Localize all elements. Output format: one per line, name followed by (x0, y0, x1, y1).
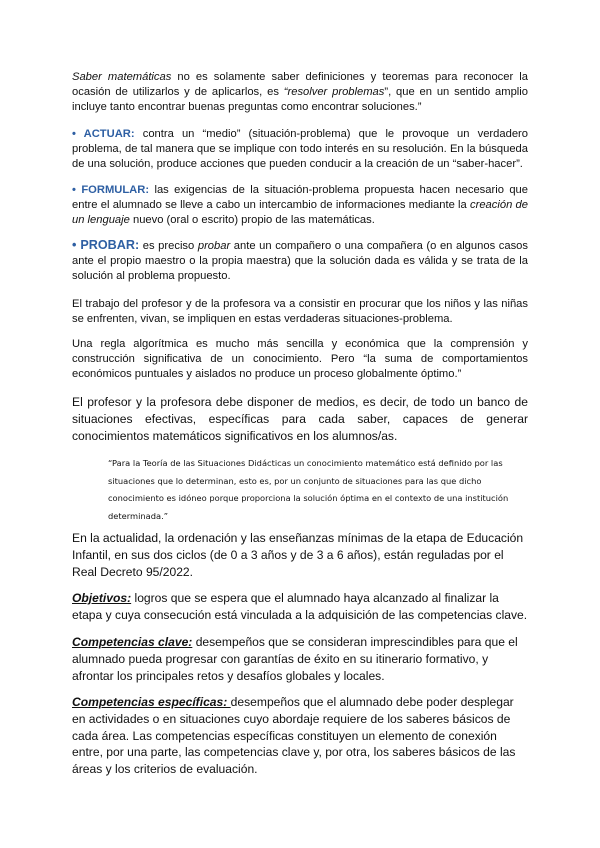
paragraph-competencias-especificas (72, 694, 528, 778)
term-competencias-especificas: Competencias específicas: (72, 695, 231, 709)
paragraph-text: las exigencias de la situación-problema propuesta hacen necesario que entre el alumnado se lleve a cabo un intercambio de informaciones mediante la (72, 184, 528, 212)
paragraph-formular (72, 183, 528, 229)
paragraph-probar (72, 238, 528, 285)
paragraph-saber-matematicas (72, 70, 528, 116)
paragraph-trabajo-profesor: El trabajo del profesor y de la profesora va a consistir en procurar que los niños y las niñas se enfrenten, vivan, se impliquen en estas verdaderas situaciones-problema. (72, 298, 528, 326)
paragraph-actuar (72, 127, 528, 173)
paragraph-text: ”, que en un sentido amplio incluye tanto encontrar buenas preguntas como encontrar soluciones.” (72, 86, 528, 114)
paragraph-regla-algoritmica: Una regla algorítmica es mucho más sencilla y económica que la comprensión y construcción significativa de un conocimiento. Pero “la suma de comportamientos económicos puntuales y aislados no produce un proceso globalmente óptimo.” (72, 338, 528, 381)
paragraph-real-decreto: En la actualidad, la ordenación y las enseñanzas mínimas de la etapa de Educación Infantil, en sus dos ciclos (de 0 a 3 años y de 3 a 6 años), están reguladas por el Real Decreto 95/2022. (72, 531, 524, 579)
paragraph-medios: El profesor y la profesora debe disponer de medios, es decir, de todo un banco de situaciones efectivas, específicas para cada saber, capaces de generar conocimientos matemáticos significativos en los alumnos/as. (72, 395, 528, 443)
keyword-probar: • PROBAR: (72, 238, 140, 252)
paragraph-text: logros que se espera que el alumnado haya alcanzado al finalizar la etapa y cuya consecución está vinculada a la adquisición de las competencias clave. (72, 591, 528, 622)
paragraph-text: es preciso (139, 240, 198, 252)
paragraph-text: desempeños que el alumnado debe poder desplegar en actividades o en situaciones cuyo abordaje requiere de los saberes básicos de cada área. Las competencias específicas constituyen un elemento de conexión entre, por una parte, las competencias clave y, por otra, los saberes básicos de las áreas y los criterios de evaluación. (72, 695, 516, 777)
paragraph-text: ante un compañero o una compañera (o en algunos casos ante el propio maestro o la propia maestra) que la solución dada es válida y se trata de la solución al problema propuesto. (72, 240, 528, 283)
term-objetivos: Objetivos: (72, 591, 132, 605)
paragraph-text: no es solamente saber definiciones y teoremas para reconocer la ocasión de utilizarlos y de aplicarlos, es (72, 71, 528, 99)
emphasis-creacion-lenguaje: creación de un lenguaje (72, 199, 528, 227)
keyword-actuar: • ACTUAR: (72, 128, 135, 140)
keyword-formular: • FORMULAR: (72, 184, 150, 196)
emphasis-resolver-problemas: “resolver problemas (283, 86, 385, 99)
paragraph-competencias-clave (72, 634, 528, 684)
emphasis-probar: probar (197, 240, 231, 252)
emphasis-saber-matematicas: Saber matemáticas (72, 71, 172, 83)
paragraph-text: contra un “medio” (situación-problema) que le provoque un verdadero problema, de tal manera que se implique con todo interés en su resolución. En la búsqueda de una solución, produce acciones que pueden conducir a la creación de un “saber-hacer”. (72, 128, 528, 171)
term-competencias-clave: Competencias clave: (72, 635, 193, 649)
paragraph-text: nuevo (oral o escrito) propio de las matemáticas. (129, 214, 375, 227)
block-quote: “Para la Teoría de las Situaciones Didácticas un conocimiento matemático está definido por las situaciones que lo determinan, esto es, por un conjunto de situaciones para las que dicho conocimiento es idóneo porque proporciona la solución óptima en el contexto de una institución determinada.” (108, 458, 509, 521)
paragraph-text: desempeños que se consideran imprescindibles para que el alumnado pueda progresar con garantías de éxito en su itinerario formativo, y afrontar los principales retos y desafíos globales y locales. (72, 635, 518, 683)
paragraph-objetivos (72, 590, 528, 624)
